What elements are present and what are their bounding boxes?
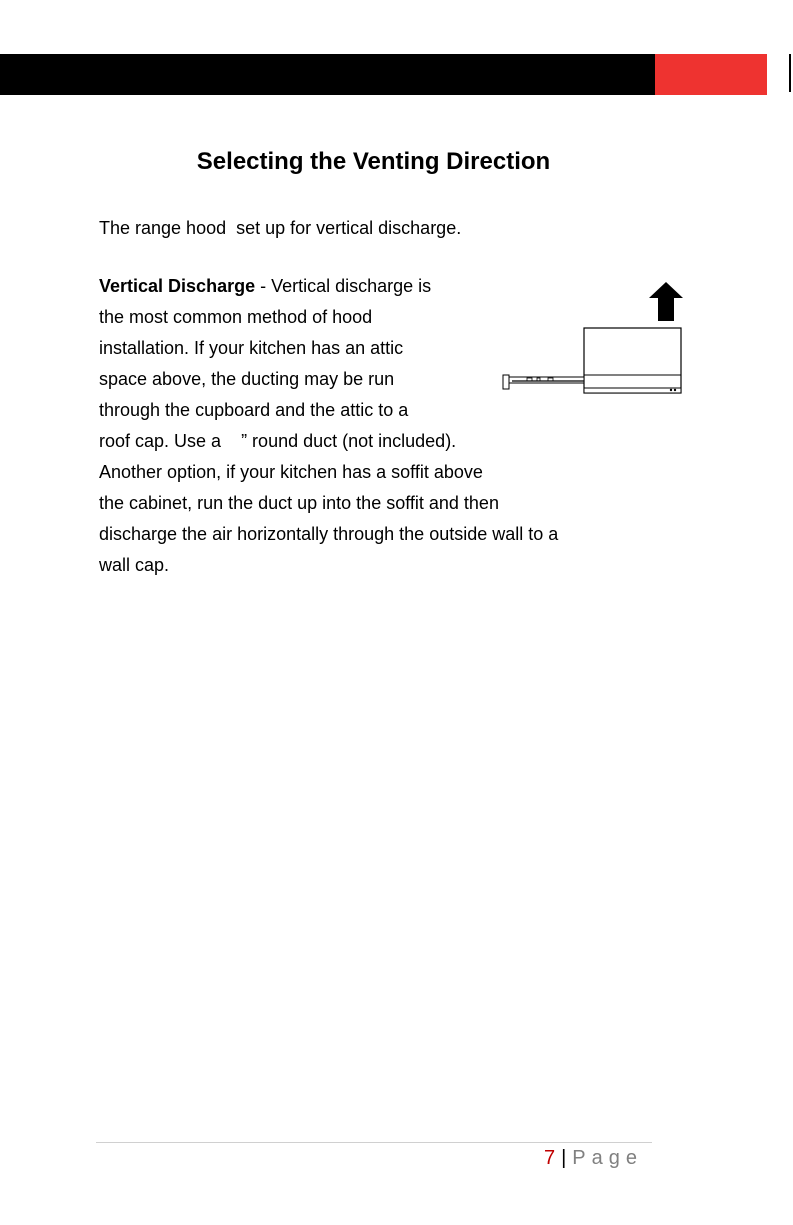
paragraph-line-8: the cabinet, run the duct up into the soffit and then xyxy=(99,493,499,513)
range-hood-vertical-discharge-diagram xyxy=(500,280,685,398)
range-hood-outline xyxy=(584,328,681,393)
header-bar xyxy=(0,54,767,95)
page-label: Page xyxy=(572,1147,643,1169)
side-rail-end-bracket xyxy=(503,375,509,389)
vertical-discharge-arrow-icon xyxy=(649,282,683,321)
intro-text: The range hood set up for vertical discharge. xyxy=(99,218,462,238)
paragraph-line-9: discharge the air horizontally through the outside wall to a xyxy=(99,524,559,544)
paragraph-line-7: Another option, if your kitchen has a soffit above xyxy=(99,462,483,482)
page-separator: | xyxy=(561,1147,567,1169)
paragraph-line-2: the most common method of hood xyxy=(99,307,373,327)
side-rail xyxy=(504,377,584,383)
range-hood-base-strip xyxy=(584,388,681,393)
paragraph-line-10: wall cap. xyxy=(99,555,170,575)
hood-control-dot-icon-2 xyxy=(674,389,676,391)
header-accent-block xyxy=(655,54,767,95)
vertical-discharge-heading: Vertical Discharge xyxy=(99,276,256,296)
paragraph-line-3: installation. If your kitchen has an attic xyxy=(99,338,404,358)
paragraph-text: - Vertical discharge is xyxy=(255,276,432,296)
hood-control-dot-icon xyxy=(670,389,672,391)
header-edge-mark xyxy=(789,54,791,92)
page-title: Selecting the Venting Direction xyxy=(196,148,551,175)
paragraph-line-6: roof cap. Use a ” round duct (not included). xyxy=(99,431,457,451)
footer-rule xyxy=(96,1142,652,1143)
page-number: 7 xyxy=(543,1147,556,1169)
page-footer xyxy=(544,1147,643,1170)
paragraph-line-4: space above, the ducting may be run xyxy=(99,369,395,389)
paragraph-line-5: through the cupboard and the attic to a xyxy=(99,400,409,420)
